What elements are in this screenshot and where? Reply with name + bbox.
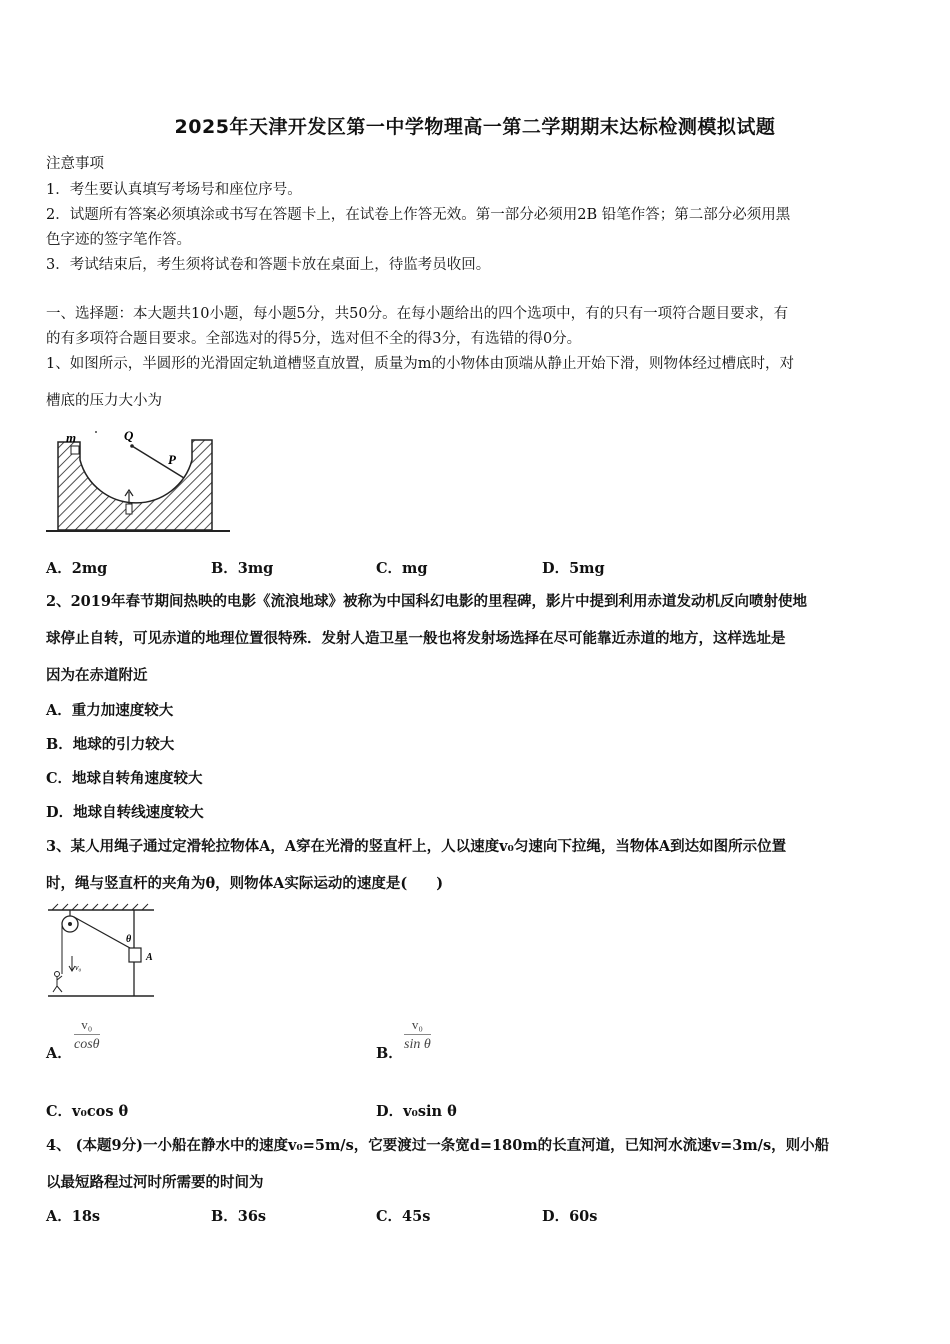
q3-option-b-fraction — [404, 1017, 431, 1053]
q1-option-d: D．5mg — [542, 560, 605, 577]
notice-heading: 注意事项 — [46, 156, 104, 172]
q3-pulley-figure — [44, 900, 160, 1006]
q3-option-b-label: B． — [376, 1045, 403, 1062]
q2-option-a: A．重力加速度较大 — [46, 702, 174, 719]
q1-option-a: A．2mg — [46, 560, 108, 577]
q3-label-a: A — [146, 952, 153, 963]
section-line-2: 的有多项符合题目要求。全部选对的得5分，选对但不全的得3分，有选错的得0分。 — [46, 331, 582, 347]
notice-item-2-cont: 色字迹的签字笔作答。 — [46, 232, 191, 248]
q2-option-d: D．地球自转线速度较大 — [46, 804, 204, 821]
notice-item-2: 2．试题所有答案必须填涂或书写在答题卡上，在试卷上作答无效。第一部分必须用2B 铅笔作答；第二部分必须用黑 — [46, 207, 791, 223]
section-line-1: 一、选择题：本大题共10小题，每小题5分，共50分。在每小题给出的四个选项中，有的只有一项符合题目要求，有 — [46, 306, 789, 322]
q4-stem-line-1: 4、 (本题9分)一小船在静水中的速度v₀=5m/s，它要渡过一条宽d=180m的长直河道，已知河水流速v=3m/s，则小船 — [46, 1137, 830, 1154]
q1-label-p: P — [168, 452, 176, 467]
q1-label-m: m — [66, 430, 77, 445]
q2-option-b: B．地球的引力较大 — [46, 736, 175, 753]
q3-option-a-fraction — [74, 1017, 100, 1053]
q4-option-a: A．18s — [46, 1208, 101, 1225]
q3-option-b-numerator: v₀ — [404, 1017, 431, 1035]
q3-option-a-denominator: cosθ — [74, 1037, 100, 1052]
q4-option-b: B．36s — [211, 1208, 267, 1225]
q2-stem-line-3: 因为在赤道附近 — [46, 667, 148, 684]
q1-stem-line-1: 1、如图所示，半圆形的光滑固定轨道槽竖直放置，质量为m的小物体由顶端从静止开始下滑，则物体经过槽底时，对 — [46, 356, 794, 372]
notice-item-3: 3．考试结束后，考生须将试卷和答题卡放在桌面上，待监考员收回。 — [46, 257, 491, 273]
q1-label-q: Q — [124, 428, 134, 443]
q3-option-a-numerator: v₀ — [74, 1017, 100, 1035]
q3-stem-line-1: 3、某人用绳子通过定滑轮拉物体A，A穿在光滑的竖直杆上，人以速度v₀匀速向下拉绳，当物体A到达如图所示位置 — [46, 838, 787, 855]
q2-stem-line-1: 2、2019年春节期间热映的电影《流浪地球》被称为中国科幻电影的里程碑，影片中提到利用赤道发动机反向喷射使地 — [46, 593, 807, 610]
q1-option-b: B．3mg — [211, 560, 274, 577]
q3-stem-line-2: 时，绳与竖直杆的夹角为θ，则物体A实际运动的速度是( ) — [46, 875, 444, 892]
q4-option-c: C．45s — [376, 1208, 431, 1225]
q3-option-c: C．v₀cos θ — [46, 1103, 129, 1120]
q2-stem-line-2: 球停止自转，可见赤道的地理位置很特殊．发射人造卫星一般也将发射场选择在尽可能靠近赤道的地方，这样选址是 — [46, 630, 786, 647]
q4-option-d: D．60s — [542, 1208, 598, 1225]
notice-item-1: 1．考生要认真填写考场号和座位序号。 — [46, 182, 302, 198]
q3-label-v0: v₀ — [75, 963, 82, 972]
q2-option-c: C．地球自转角速度较大 — [46, 770, 203, 787]
q3-label-theta: θ — [126, 934, 132, 945]
q1-semicircle-track-figure — [44, 422, 236, 540]
q1-option-c: C．mg — [376, 560, 428, 577]
page-title: 2025年天津开发区第一中学物理高一第二学期期末达标检测模拟试题 — [174, 116, 776, 138]
q4-stem-line-2: 以最短路程过河时所需要的时间为 — [46, 1174, 264, 1191]
q3-option-b-denominator: sin θ — [404, 1037, 431, 1052]
q1-stem-line-2: 槽底的压力大小为 — [46, 393, 162, 409]
q3-option-a-label: A． — [46, 1045, 72, 1062]
q3-option-d: D．v₀sin θ — [376, 1103, 457, 1120]
